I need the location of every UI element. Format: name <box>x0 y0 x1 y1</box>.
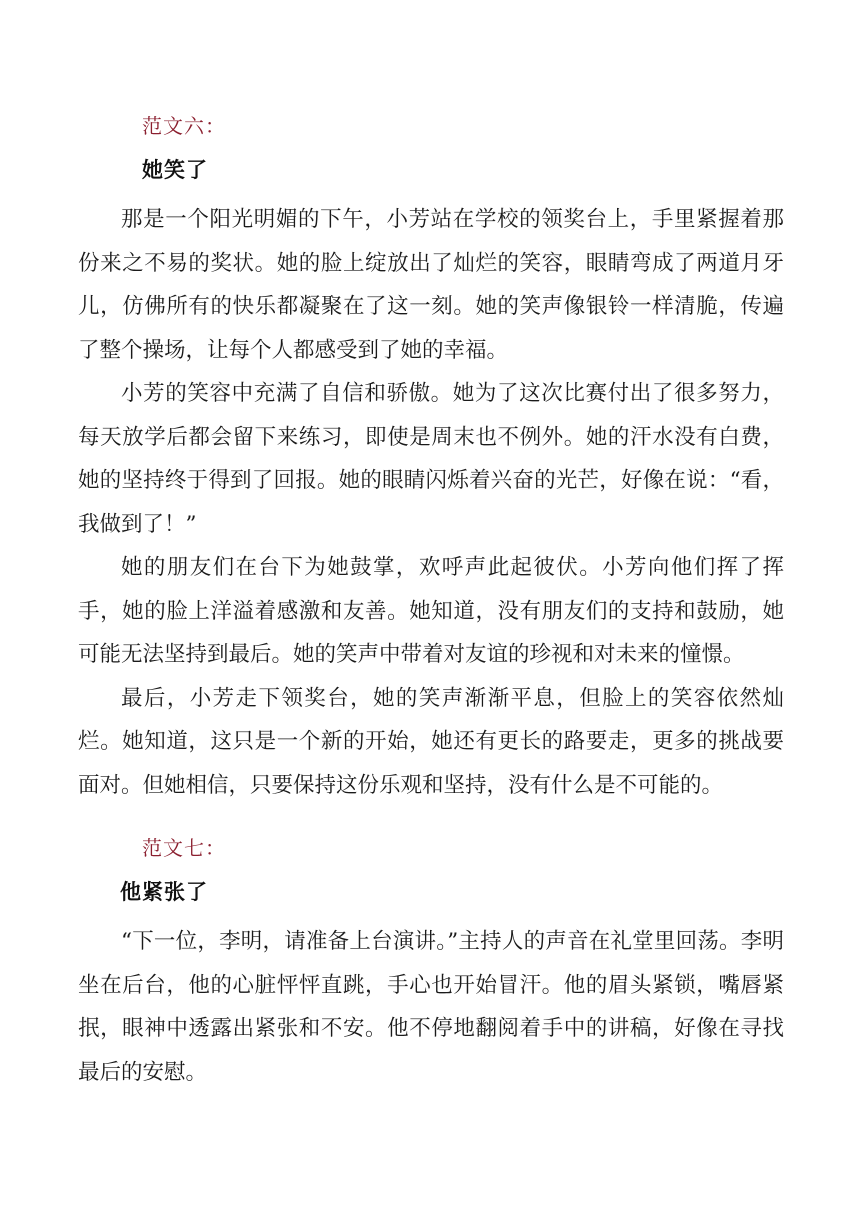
section-label-essay-7: 范文七： <box>142 836 226 860</box>
paragraph: 小芳的笑容中充满了自信和骄傲。她为了这次比赛付出了很多努力，每天放学后都会留下来练习，即使是周末也不例外。她的汗水没有白费，她的坚持终于得到了回报。她的眼睛闪烁着兴奋的光芒，好像在说：“看，我做到了！” <box>78 381 784 537</box>
essay-6-body <box>78 198 784 807</box>
paragraph: 最后，小芳走下领奖台，她的笑声渐渐平息，但脸上的笑容依然灿烂。她知道，这只是一个新的开始，她还有更长的路要走，更多的挑战要面对。但她相信，只要保持这份乐观和坚持，没有什么是不可能的。 <box>78 685 784 798</box>
paragraph: “下一位，李明，请准备上台演讲。”主持人的声音在礼堂里回荡。李明坐在后台，他的心脏怦怦直跳，手心也开始冒汗。他的眉头紧锁，嘴唇紧抿，眼神中透露出紧张和不安。他不停地翻阅着手中的讲稿，好像在寻找最后的安慰。 <box>78 929 784 1085</box>
paragraph: 那是一个阳光明媚的下午，小芳站在学校的领奖台上，手里紧握着那份来之不易的奖状。她的脸上绽放出了灿烂的笑容，眼睛弯成了两道月牙儿，仿佛所有的快乐都凝聚在了这一刻。她的笑声像银铃一样清脆，传遍了整个操场，让每个人都感受到了她的幸福。 <box>78 207 784 363</box>
section-label-essay-6: 范文六： <box>142 114 226 138</box>
paragraph: 她的朋友们在台下为她鼓掌，欢呼声此起彼伏。小芳向他们挥了挥手，她的脸上洋溢着感激和友善。她知道，没有朋友们的支持和鼓励，她可能无法坚持到最后。她的笑声中带着对友谊的珍视和对未来的憧憬。 <box>78 555 784 667</box>
essay-7-body <box>78 920 784 1094</box>
essay-title-7: 他紧张了 <box>120 880 208 904</box>
essay-title-6: 她笑了 <box>142 158 208 182</box>
